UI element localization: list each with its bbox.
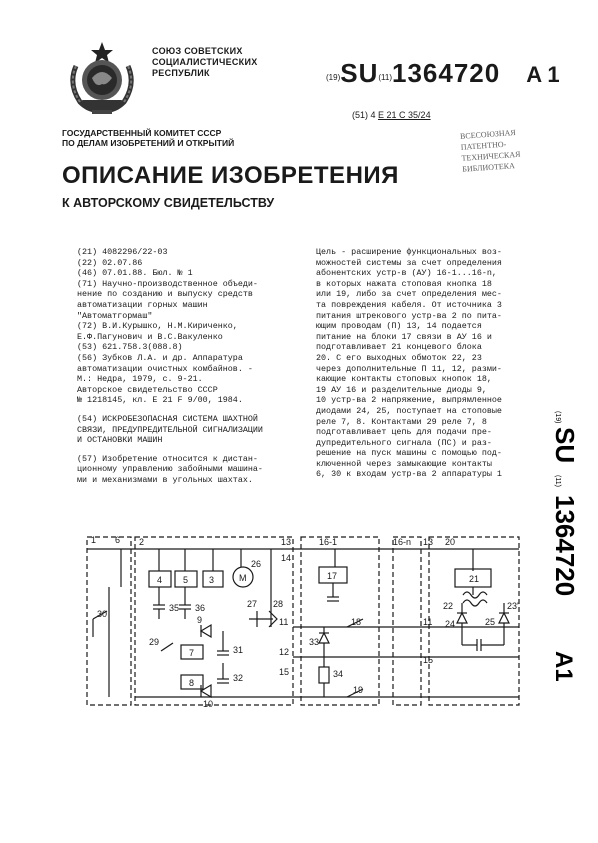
biblio-line: И ОСТАНОВКИ МАШИН [77,435,163,446]
biblio-line: (72) В.И.Курышко, Н.М.Кириченко, [77,321,238,332]
biblio-line: автоматизации горных машин [77,299,208,310]
bibliographic-column [77,247,297,485]
label-11: 11 [279,617,289,627]
label-13b: 13 [423,537,434,547]
side-number: 1364720 [550,495,580,597]
abstract-line: та повреждения кабеля. От источника 3 [316,299,502,310]
label-13: 13 [281,537,292,547]
abstract-line: можностей системы за счет определения [316,257,502,268]
label-35: 35 [169,603,180,613]
code-11: (11) [378,73,392,82]
label-32: 32 [233,673,244,683]
biblio-line: нение по созданию и выпуску средств [77,289,253,300]
ipc-classification [352,110,431,120]
abstract-line: питания штрекового устр-ва 2 по пита- [316,310,502,321]
abstract-line: 19 АУ 16 и разделительные диоды 9, [316,384,487,395]
country-code: SU [340,58,379,88]
biblio-line: № 1218145, кл. Е 21 F 9/00, 1984. [77,395,243,406]
label-19: 19 [353,685,364,695]
label-20: 20 [445,537,456,547]
abstract-line: или 19, либо за счет определения мес- [316,289,502,300]
label-9: 9 [197,615,203,625]
side-patent-label [548,405,588,745]
side-code-19: (19) [554,411,561,424]
ussr-emblem-icon [62,36,142,116]
abstract-line: подготавливает цепь для подачи пре- [316,427,492,438]
biblio-line: М.: Недра, 1979, с. 9-21. [77,374,203,385]
label-15b: 15 [423,655,434,665]
abstract-line: ключенной через замыкающие контакты [316,458,492,469]
stamp-line: ВСЕСОЮЗНАЯ [459,127,517,141]
abstract-column [316,247,542,480]
abstract-line: подготавливает 21 концевого блока [316,342,482,353]
label-23: 23' [507,601,519,611]
country-block [152,46,258,79]
abstract-line: кающие контакты стоповых кнопок 18, [316,374,492,385]
biblio-line: автоматизации очистных комбайнов. - [77,363,253,374]
label-11b: 11 [423,617,433,627]
biblio-line: (71) Научно-производственное объеди- [77,278,258,289]
label-7: 7 [189,648,195,658]
block-20 [429,537,519,705]
biblio-line: (53) 621.758.3(088.8) [77,342,183,353]
stamp-line: ПАТЕНТНО- [460,139,507,152]
document-title: ОПИСАНИЕ ИЗОБРЕТЕНИЯ [62,162,399,189]
motor-label: M [239,573,247,583]
biblio-line: (46) 07.01.88. Бюл. № 1 [77,268,193,279]
code-51: (51) 4 [352,110,376,120]
block-16-n [393,537,421,705]
label-16-1: 16-1 [319,537,338,547]
abstract-line: через дополнительные П 11, 12, разми- [316,363,502,374]
label-27: 27 [247,599,258,609]
abstract-line: 20. С его выходных обмоток 22, 23 [316,352,482,363]
biblio-line: ми и механизмами в угольных шахтах. [77,474,253,485]
abstract-line: 10 устр-ва 2 напряжение, выпрямленное [316,395,502,406]
abstract-line: 6, 30 к входам устр-ва 2 аппаратуры 1 [316,469,502,480]
biblio-line: (57) Изобретение относится к дистан- [77,453,258,464]
biblio-line: СВЯЗИ, ПРЕДУПРЕДИТЕЛЬНОЙ СИГНАЛИЗАЦИИ [77,424,263,435]
abstract-line: дупредительного сигнала (ПС) и раз- [316,437,492,448]
label-5: 5 [183,575,189,585]
label-18: 18 [351,617,362,627]
abstract-line: в которых нажата стоповая кнопка 18 [316,278,492,289]
country-line: СОЮЗ СОВЕТСКИХ [152,46,243,56]
side-code-11: (11) [554,475,561,487]
abstract-line: абонентских устр-в (АУ) 16-1...16-n, [316,268,497,279]
label-30: 30 [97,609,108,619]
biblio-line: (56) Зубков Л.А. и др. Аппаратура [77,352,243,363]
biblio-line: (54) ИСКРОБЕЗОПАСНАЯ СИСТЕМА ШАХТНОЙ [77,413,258,424]
label-21: 21 [469,574,480,584]
abstract-line: диодами 24, 25, поступает на стоповые [316,405,502,416]
label-24: 24 [445,619,456,629]
label-14: 14 [281,553,292,563]
abstract-line: Цель - расширение функциональных воз- [316,247,502,257]
label-29: 29 [149,637,160,647]
label-33: 33 [309,637,320,647]
label-17: 17 [327,571,338,581]
committee-line: ПО ДЕЛАМ ИЗОБРЕТЕНИЙ И ОТКРЫТИЙ [62,138,235,148]
label-12: 12 [279,647,290,657]
biblio-line: "Автоматгормаш" [77,310,153,321]
abstract-line: питание на блоки 17 связи в АУ 16 и [316,331,492,342]
label-3: 3 [209,575,215,585]
label-36: 36 [195,603,206,613]
circuit-diagram [73,527,543,707]
biblio-line: Авторское свидетельство СССР [77,384,218,395]
abstract-line: реле 7, 8. Контактами 29 реле 7, 8 [316,416,487,427]
stamp-line: БИБЛИОТЕКА [462,161,516,174]
label-1: 1 [91,535,97,545]
label-26: 26 [251,559,262,569]
patent-number-block [326,58,560,89]
country-line: СОЦИАЛИСТИЧЕСКИХ [152,57,258,67]
country-line: РЕСПУБЛИК [152,68,210,78]
kind-code: A 1 [526,62,560,87]
side-kind: A1 [550,651,577,682]
side-country: SU [550,427,580,464]
biblio-line: Е.Ф.Пагунович и В.С.Вакуленко [77,331,223,342]
biblio-line: ционному управлению забойными машина- [77,464,263,475]
label-10: 10 [203,699,214,707]
label-15: 15 [279,667,290,677]
label-34: 34 [333,669,344,679]
patent-number: 1364720 [392,58,501,88]
biblio-line: (21) 4082296/22-03 [77,247,168,257]
label-28: 28 [273,599,284,609]
library-stamp [460,125,545,200]
abstract-line: решение на пуск машины с помощью под- [316,448,502,459]
ipc-code: E 21 C 35/24 [378,110,431,120]
label-4: 4 [157,575,163,585]
label-22: 22 [443,601,454,611]
committee-line: ГОСУДАРСТВЕННЫЙ КОМИТЕТ СССР [62,128,222,138]
stamp-line: ТЕХНИЧЕСКАЯ [461,149,521,163]
biblio-line: (22) 02.07.86 [77,257,143,268]
label-2: 2 [139,537,145,547]
label-25: 25 [485,617,496,627]
label-16-n: 16-n [393,537,412,547]
label-8: 8 [189,678,195,688]
label-31: 31 [233,645,244,655]
code-19: (19) [326,73,341,82]
abstract-line: ющим проводам (П) 13, 14 подается [316,321,482,332]
block-16-1 [301,537,379,705]
committee-block [62,128,234,148]
label-6: 6 [115,535,121,545]
document-subtitle: К АВТОРСКОМУ СВИДЕТЕЛЬСТВУ [62,196,275,210]
